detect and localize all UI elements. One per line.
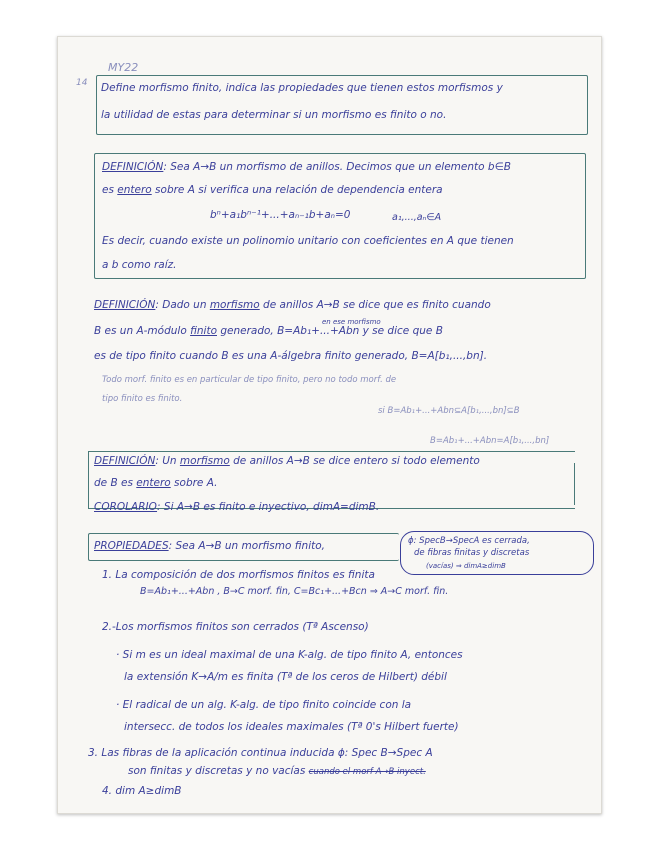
definition-2-line-2-a: B es un A-módulo [94,325,191,337]
integral-equation: bⁿ+a₁bⁿ⁻¹+...+aₙ₋₁b+aₙ=0 [210,209,351,221]
term-morfismo-2: morfismo [179,455,230,467]
term-morfismo: morfismo [209,299,260,311]
corollary-label: COROLARIO [94,501,158,513]
definition-2-label: DEFINICIÓN [94,299,156,311]
property-2: 2.-Los morfismos finitos son cerrados (Tª Ascenso) [102,621,369,633]
date-note: MY22 [108,61,139,74]
definition-3-bracket-right [568,463,575,505]
definition-1-line-5: a b como raíz. [102,259,177,271]
properties-label: PROPIEDADES [94,540,169,552]
question-line-2: la utilidad de estas para determinar si un morfismo es finito o no. [101,109,447,121]
note-line-3: si B=Ab₁+...+Abn⊆A[b₁,...,bn]⊆B [378,406,520,416]
oval-line-2: de fibras finitas y discretas [414,548,530,558]
note-line-1: Todo morf. finito es en particular de tipo finito, pero no todo morf. de [102,375,397,385]
definition-3-label: DEFINICIÓN [94,455,156,467]
oval-line-3: (vacías) ⇒ dimA≥dimB [426,562,506,570]
question-box [96,75,588,135]
definition-1-text-c: sobre A si verifica una relación de dependencia entera [151,184,443,196]
property-1-detail: B=Ab₁+...+Abn , B→C morf. fin, C=Bc₁+...+Bcn ⇒ A→C morf. fin. [140,586,449,597]
question-number: 14 [76,78,88,88]
property-3-struck-text: cuando el morf A→B inyect. [308,767,426,777]
definition-1-label: DEFINICIÓN [102,161,164,173]
oval-line-1: ϕ: SpecB→SpecA es cerrada, [408,536,530,546]
definition-3-text-a: : Un [155,455,180,467]
notebook-page [57,36,602,814]
definition-2-text-a: : Dado un [155,299,210,311]
term-entero-2: entero [136,477,171,489]
definition-1-text-a: es [102,184,118,196]
definition-3-line-2-c: sobre A. [170,477,218,489]
term-entero: entero [117,184,152,196]
corollary-text: : Si A→B es finito e inyectivo, dimA=dimB. [157,501,380,513]
property-2b-line-2: intersecc. de todos los ideales maximales (Tª 0's Hilbert fuerte) [124,721,459,733]
properties-intro: : Sea A→B un morfismo finito, [168,540,325,552]
definition-2-line-2-c: generado, B=Ab₁+...+Abn y se dice que B [217,325,443,337]
definition-2-text-c: de anillos A→B se dice que es finito cuando [259,299,491,311]
definition-1-line-4: Es decir, cuando existe un polinomio unitario con coeficientes en A que tienen [102,235,514,247]
definition-1-text: : Sea A→B un morfismo de anillos. Decimos que un elemento b∈B [163,161,511,173]
property-3-line-1: 3. Las fibras de la aplicación continua inducida ϕ: Spec B→Spec A [88,747,433,759]
property-4: 4. dim A≥dimB [102,785,182,797]
question-line-1: Define morfismo finito, indica las propiedades que tienen estos morfismos y [101,82,503,94]
note-line-4: B=Ab₁+...+Abn=A[b₁,...,bn] [430,436,550,446]
definition-3-line-2-a: de B es [94,477,137,489]
property-2a-line-2: la extensión K→A/m es finita (Tª de los ceros de Hilbert) débil [124,671,447,683]
equation-coefficients: a₁,...,aₙ∈A [392,212,442,223]
term-finito: finito [190,325,217,337]
note-line-2: tipo finito es finito. [102,394,183,404]
definition-3-text-c: de anillos A→B se dice entero si todo elemento [229,455,480,467]
property-2a-line-1: · Si m es un ideal maximal de una K-alg. de tipo finito A, entonces [116,649,463,661]
property-3-line-2: son finitas y discretas y no vacías [128,765,306,777]
definition-2-line-3: es de tipo finito cuando B es una A-álgebra finito generado, B=A[b₁,...,bn]. [94,350,488,362]
annotation-en-ese-morfismo: en ese morfismo [322,318,381,326]
property-1: 1. La composición de dos morfismos finitos es finita [102,569,375,581]
property-2b-line-1: · El radical de un alg. K-alg. de tipo finito coincide con la [116,699,412,711]
